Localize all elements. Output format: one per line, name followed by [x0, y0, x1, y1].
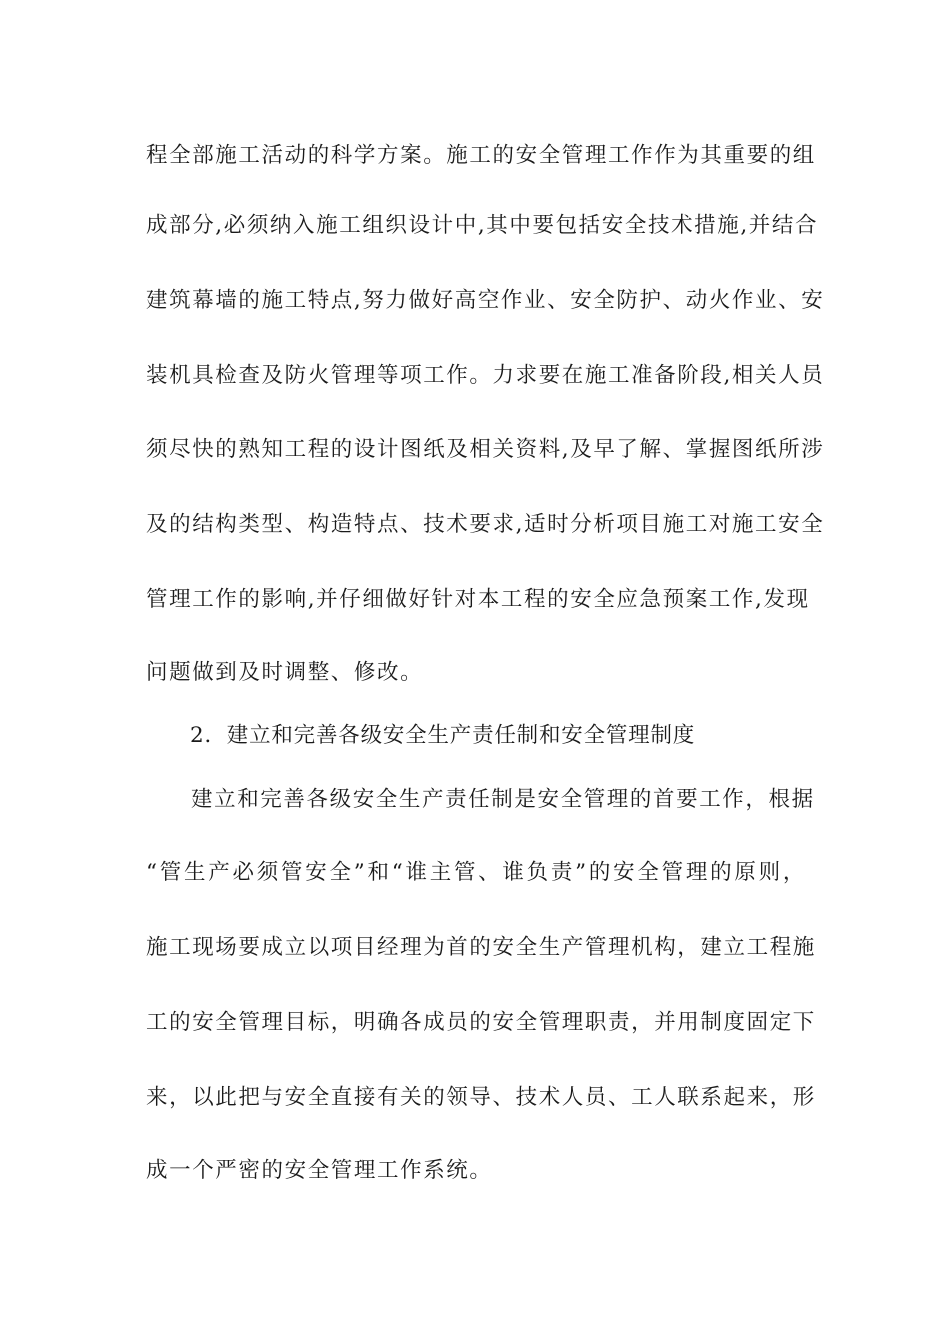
- paragraph-line: 建筑幕墙的施工特点,努力做好高空作业、安全防护、动火作业、安: [146, 288, 825, 313]
- paragraph-line: 程全部施工活动的科学方案。施工的安全管理工作作为其重要的组: [146, 143, 816, 168]
- paragraph-line: 管理工作的影响,并仔细做好针对本工程的安全应急预案工作,发现: [146, 587, 810, 612]
- paragraph-line: 来，以此把与安全直接有关的领导、技术人员、工人联系起来，形: [146, 1085, 816, 1110]
- paragraph-line: 须尽快的熟知工程的设计图纸及相关资料,及早了解、掌握图纸所涉: [146, 437, 825, 462]
- paragraph-line: 施工现场要成立以项目经理为首的安全生产管理机构，建立工程施: [146, 935, 816, 960]
- paragraph-line: 工的安全管理目标，明确各成员的安全管理职责，并用制度固定下: [146, 1010, 816, 1035]
- section-heading: 2．建立和完善各级安全生产责任制和安全管理制度: [190, 723, 696, 748]
- paragraph-line: 问题做到及时调整、修改。: [146, 660, 424, 685]
- paragraph-line: “管生产必须管安全”和“谁主管、谁负责”的安全管理的原则，: [146, 860, 806, 885]
- paragraph-line: 建立和完善各级安全生产责任制是安全管理的首要工作，根据: [191, 787, 815, 812]
- paragraph-line: 及的结构类型、构造特点、技术要求,适时分析项目施工对施工安全: [146, 512, 825, 537]
- paragraph-line: 成部分,必须纳入施工组织设计中,其中要包括安全技术措施,并结合: [146, 213, 819, 238]
- paragraph-line: 装机具检查及防火管理等项工作。力求要在施工准备阶段,相关人员: [146, 363, 825, 388]
- paragraph-line: 成一个严密的安全管理工作系统。: [146, 1158, 493, 1183]
